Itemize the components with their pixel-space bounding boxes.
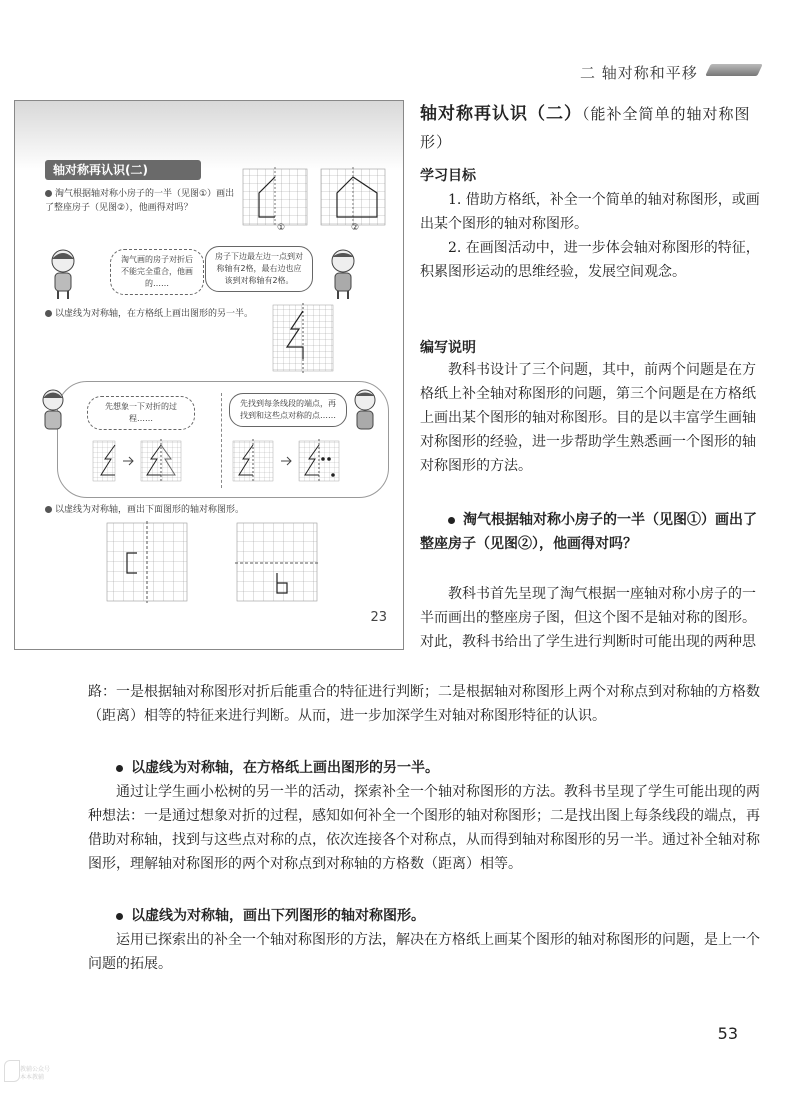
page-number: 53	[717, 1024, 738, 1043]
thinking-divider	[221, 393, 222, 488]
speech-bubble-right: 房子下边最左边一点到对称轴有2格，最右边也应该到对称轴有2格。	[205, 246, 313, 292]
textbook-question-3	[45, 503, 305, 517]
textbook-question-1-text: 淘气根据轴对称小房子的一半（见图①）画出了整座房子（见图②），他画得对吗？	[45, 189, 235, 213]
discussion-item-2	[88, 756, 768, 780]
boy-thinking-icon	[347, 387, 383, 437]
textbook-page-figure	[14, 100, 404, 650]
chapter-header	[560, 60, 760, 84]
girl-character-icon	[43, 247, 83, 301]
point-method-grids	[229, 437, 379, 485]
girl-thinking-icon	[35, 387, 71, 437]
section-title-sub: （能补全简单的轴对称图形）	[420, 105, 751, 151]
chapter-tab-bar	[705, 64, 763, 76]
watermark-line-1: 教辅公众号	[20, 1066, 51, 1073]
speech-bubble-left: 淘气画的房子对折后不能完全重合，他画的……	[110, 249, 204, 295]
goal-item-1: 1. 借助方格纸，补全一个简单的轴对称图形，或画出某个图形的轴对称图形。	[420, 192, 760, 232]
figure-label-2: ②	[351, 223, 360, 233]
discussion-item-1-text: 淘气根据轴对称小房子的一半（见图①）画出了整座房子（见图②），他画得对吗？	[420, 512, 757, 552]
bullet-icon	[116, 765, 123, 772]
textbook-banner: 轴对称再认识(二)	[45, 160, 201, 180]
fold-method-grids	[87, 437, 217, 485]
tree-half-grid	[271, 303, 337, 375]
textbook-question-2-text: 以虚线为对称轴，在方格纸上画出图形的另一半。	[55, 309, 254, 319]
think-bubble-left: 先想象一下对折的过程……	[87, 396, 195, 430]
discussion-item-3-paragraph: 运用已探索出的补全一个轴对称图形的方法，解决在方格纸上画某个图形的轴对称图形的问题，是上一个问题的拓展。	[88, 932, 760, 972]
chapter-title: 二 轴对称和平移	[580, 64, 698, 82]
watermark	[6, 1066, 50, 1082]
house-grids	[241, 167, 391, 231]
textbook-question-2	[45, 307, 285, 321]
discussion-item-1	[420, 508, 765, 556]
section-title	[420, 100, 760, 156]
bullet-icon	[448, 517, 455, 524]
textbook-question-1	[45, 187, 240, 215]
discussion-item-1-paragraph: 教科书首先呈现了淘气根据一座轴对称小房子的一半而画出的整座房子图，但这个图不是轴对称的图形。对此，教科书给出了学生进行判断时可能出现的两种思	[420, 586, 756, 650]
note-heading: 编写说明	[420, 340, 476, 356]
note-paragraph-1: 教科书设计了三个问题，其中，前两个问题是在方格纸上补全轴对称图形的问题，第三个问题是在方格纸上画出某个图形的轴对称图形。目的是以丰富学生画轴对称图形的经验，进一步帮助学生熟悉画一个图形的轴对称图形的方法。	[420, 362, 756, 474]
discussion-item-3	[88, 904, 768, 928]
figure-label-1: ①	[277, 223, 286, 233]
boy-character-icon	[323, 247, 363, 301]
think-bubble-right: 先找到每条线段的端点，再找到和这些点对称的点……	[229, 393, 347, 427]
bullet-icon	[116, 913, 123, 920]
textbook-page-number: 23	[370, 610, 387, 625]
discussion-item-2-paragraph: 通过让学生画小松树的另一半的活动，探索补全一个轴对称图形的方法。教科书呈现了学生可能出现的两种想法：一是通过想象对折的过程，感知如何补全一个图形的轴对称图形；二是找出图上每条线段的端点，再借助对称轴，找到与这些点对称的点，依次连接各个对称点，从而得到轴对称图形的另一半。通过补全轴对称图形，理解轴对称图形的两个对称点到对称轴的方格数（距离）相等。	[88, 784, 760, 872]
discussion-item-3-text: 以虚线为对称轴，画出下列图形的轴对称图形。	[131, 908, 425, 924]
bullet-icon	[45, 506, 52, 513]
section-title-main: 轴对称再认识（二）	[420, 104, 582, 124]
watermark-logo-icon	[4, 1060, 20, 1082]
bullet-icon	[45, 310, 52, 317]
watermark-line-2: 本本教辅	[20, 1074, 45, 1081]
goal-item-2: 2. 在画图活动中，进一步体会轴对称图形的特征，积累图形运动的思维经验，发展空间观念。	[420, 240, 760, 280]
bullet-icon	[45, 190, 52, 197]
discussion-item-1-paragraph-continued: 路：一是根据轴对称图形对折后能重合的特征进行判断；二是根据轴对称图形上两个对称点到对称轴的方格数（距离）相等的特征来进行判断。从而，进一步加深学生对轴对称图形特征的认识。	[88, 684, 760, 724]
textbook-question-3-text: 以虚线为对称轴，画出下面图形的轴对称图形。	[55, 505, 245, 515]
exercise-grids	[103, 521, 363, 605]
goal-heading: 学习目标	[420, 168, 476, 184]
discussion-item-2-text: 以虚线为对称轴，在方格纸上画出图形的另一半。	[131, 760, 439, 776]
